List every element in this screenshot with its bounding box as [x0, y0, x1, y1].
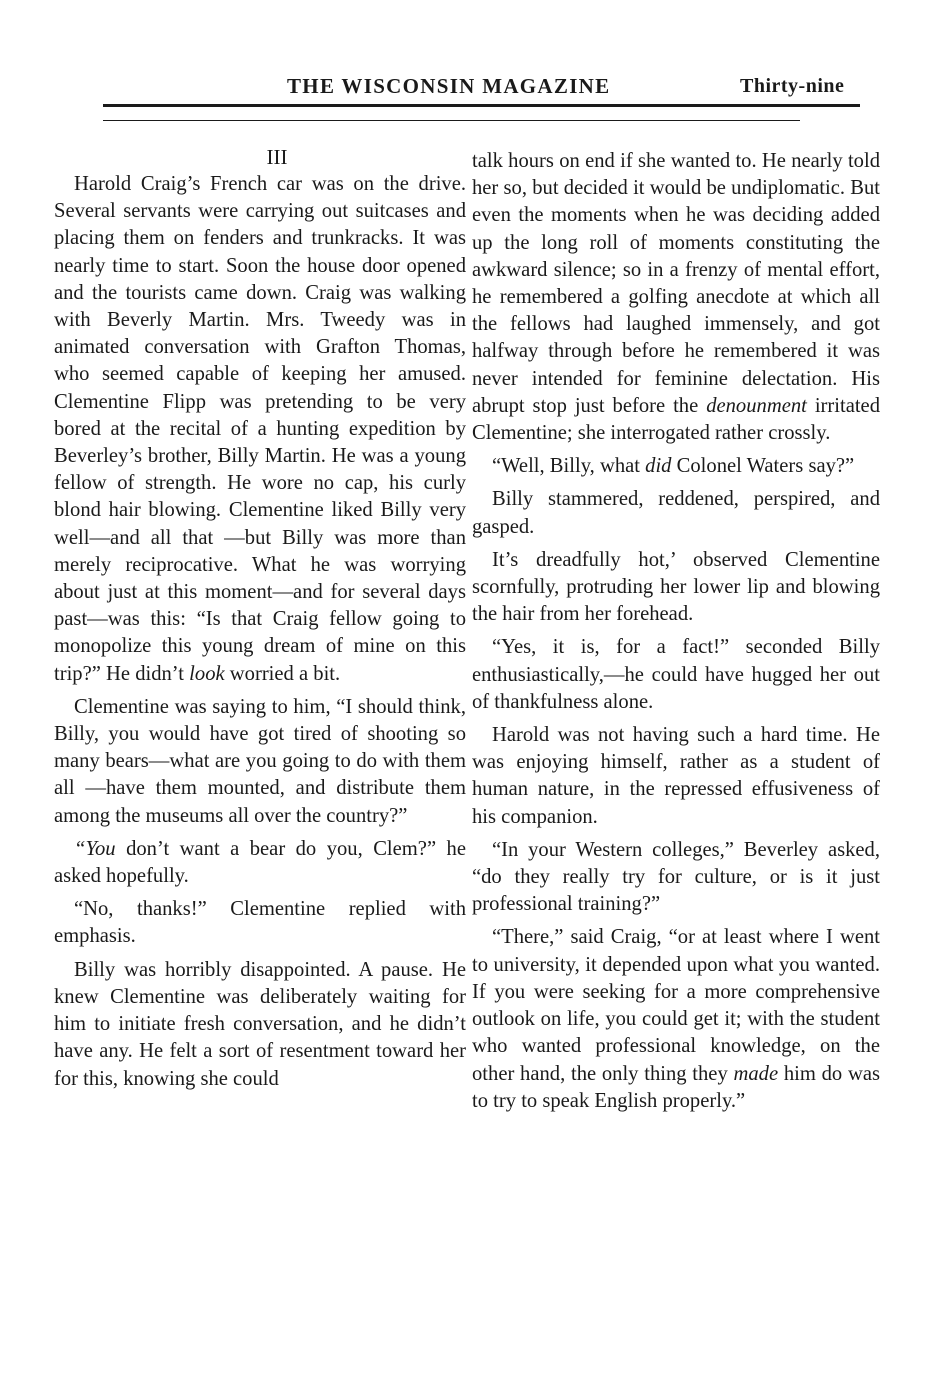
emphasis: “You — [74, 837, 116, 860]
running-header — [0, 68, 944, 108]
paragraph-text: him do was to try to speak English properly.” — [472, 1062, 880, 1112]
paragraph-text: “There,” said Craig, “or at least where I went to university, it depended upon what you wanted. If you were seeking for a more comprehensive outlook on life, you could get it; with the student who wanted professional knowledge, on the other hand, the only thing they — [472, 926, 880, 1085]
emphasis: denounment — [706, 394, 807, 417]
emphasis: made — [733, 1062, 779, 1085]
paragraph: Harold was not having such a hard time. He was enjoying himself, rather as a student of human nature, in the repressed effusiveness of his companion. — [472, 724, 880, 828]
paragraph-text: irritated Clementine; she interrogated rather crossly. — [472, 394, 880, 445]
paragraph: “Yes, it is, for a fact!” seconded Billy enthusiastically,—he could have hugged her out of thankfulness alone. — [472, 636, 880, 713]
magazine-title: THE WISCONSIN MAGAZINE — [287, 74, 611, 98]
right-column — [472, 148, 880, 1115]
paragraph: “No, thanks!” Clementine replied with emphasis. — [54, 898, 466, 948]
page-number: Thirty-nine — [740, 75, 845, 97]
paragraph — [472, 453, 880, 480]
paragraph — [472, 148, 880, 447]
paragraph: Clementine was saying to him, “I should think, Billy, you would have got tired of shooting so many bears—what are you going to do with them all —have them mounted, and distribute them among the museums all over the country?” — [54, 695, 466, 827]
header-rule-thick — [103, 104, 860, 107]
paragraph — [54, 836, 466, 890]
paragraph: It’s dreadfully hot,’ observed Clementine scornfully, protruding her lower lip and blowing the hair from her forehead. — [472, 548, 880, 626]
paragraph: “In your Western colleges,” Beverley asked, “do they really try for culture, or is it just professional training?” — [472, 838, 880, 916]
paragraph-text: don’t want a bear do you, Clem?” he asked hopefully. — [54, 837, 466, 888]
emphasis: look — [189, 662, 225, 685]
paragraph-text: Harold Craig’s French car was on the drive. Several servants were carrying out suitcases and placing them on fenders and trunkracks. It was nearly time to start. Soon the house door opened and the tourists came down. Craig was walking with Beverly Martin. Mrs. Tweedy was in animated conversation with Grafton Thomas, who seemed capable of keeping her amused. Clementine Flipp was pretending to be very bored at the recital of a hunting expedition by Beverley’s brother, Billy Martin. He was a young fellow of strength. He wore no cap, his curly blond hair blowing. Clementine liked Billy very well—and all that —but Billy was more than merely reciprocative. What he was worrying about just at this moment—and for several days past—was this: “Is that Craig fellow going to monopolize this young dream of mine on this trip?” He didn’t — [54, 173, 466, 685]
paragraph — [472, 924, 880, 1114]
section-number: III — [266, 145, 288, 169]
paragraph-text: Colonel Waters say?” — [676, 455, 855, 478]
left-column — [54, 144, 466, 1093]
paragraph-text: worried a bit. — [229, 662, 341, 685]
emphasis: did — [645, 455, 672, 478]
paragraph: Billy was horribly disappointed. A pause. He knew Clementine was deliberately waiting for him to initiate fresh conversation, and he didn’t have any. He felt a sort of resentment toward her for this, knowing she could — [54, 958, 466, 1090]
paragraph-text: “Well, Billy, what — [492, 455, 640, 478]
paragraph: Billy stammered, reddened, perspired, and gasped. — [472, 488, 880, 538]
paragraph-text: talk hours on end if she wanted to. He nearly told her so, but decided it would be undiplomatic. But even the moments when he was deciding added up the long roll of moments constituting the awkward silence; so in a frenzy of mental effort, he remembered a golfing anecdote at which all the fellows had laughed immensely, and got halfway through before he remembered it was never intended for feminine delectation. His abrupt stop just before the — [472, 150, 880, 417]
paragraph — [54, 171, 466, 688]
header-rule-thin — [103, 120, 800, 121]
